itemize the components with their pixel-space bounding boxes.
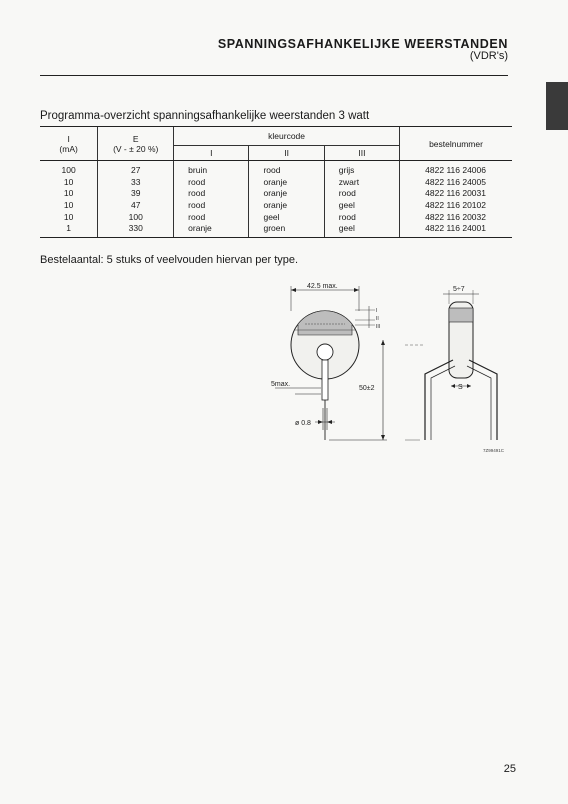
dim-width-label: 5÷7 (453, 286, 465, 293)
col-current-label: I (67, 133, 70, 144)
cell-color-1: rood (174, 188, 249, 200)
page-heading: SPANNINGSAFHANKELIJKE WEERSTANDEN (217, 37, 508, 51)
dim-diameter-label: 42.5 max. (307, 283, 338, 290)
cell-color-1: rood (174, 211, 249, 223)
cell-current: 1 (40, 223, 98, 237)
dim-wire-label: ø 0.8 (295, 420, 311, 427)
col-color-2-header: II (249, 146, 324, 161)
cell-color-3: geel (324, 223, 399, 237)
table-row (40, 188, 512, 200)
cell-color-1: rood (174, 177, 249, 189)
cell-color-2: groen (249, 223, 324, 237)
band-i-label: I (376, 308, 378, 314)
cell-color-2: oranje (249, 188, 324, 200)
cell-color-2: geel (249, 211, 324, 223)
cell-color-3: geel (324, 200, 399, 212)
cell-color-2: oranje (249, 200, 324, 212)
cell-order-number: 4822 116 20102 (400, 200, 512, 212)
vdr-lead (322, 360, 328, 400)
page-edge-marker (546, 82, 568, 130)
cell-color-3: rood (324, 211, 399, 223)
dim-5max-label: 5max. (271, 381, 291, 388)
dim-length-label: 50±2 (359, 385, 375, 392)
cell-color-1: bruin (174, 161, 249, 177)
cell-color-1: rood (174, 200, 249, 212)
col-current-unit: (mA) (59, 143, 78, 154)
vdr-dimension-drawing (255, 280, 520, 460)
section-title: Programma-overzicht spanningsafhankelijke weerstanden 3 watt (40, 110, 370, 122)
side-view (405, 290, 497, 440)
cell-order-number: 4822 116 20032 (400, 211, 512, 223)
table-row (40, 211, 512, 223)
dim-s-label: S (458, 384, 463, 391)
col-color-3-header: III (324, 146, 399, 161)
col-color-1-header: I (174, 146, 249, 161)
front-view (275, 286, 387, 440)
table-row (40, 223, 512, 237)
col-current-header (40, 127, 98, 161)
cell-order-number: 4822 116 24001 (400, 223, 512, 237)
order-quantity-note: Bestelaantal: 5 stuks of veelvouden hiervan per type. (40, 254, 299, 266)
color-band-area (298, 311, 352, 335)
cell-order-number: 4822 116 24006 (400, 161, 512, 177)
cell-color-3: zwart (324, 177, 399, 189)
cell-voltage: 330 (98, 223, 174, 237)
cell-current: 10 (63, 211, 74, 222)
band-ii-label: II (376, 316, 379, 322)
cell-voltage: 100 (98, 211, 174, 223)
keyhole (317, 344, 333, 360)
col-ordernumber-header: bestelnummer (400, 127, 512, 161)
col-voltage-header (98, 127, 174, 161)
table-row (40, 177, 512, 189)
cell-current: 10 (63, 176, 74, 187)
col-colorcode-header: kleurcode (174, 127, 400, 146)
cell-color-2: rood (249, 161, 324, 177)
cell-order-number: 4822 116 24005 (400, 177, 512, 189)
cell-color-2: oranje (249, 177, 324, 189)
cell-voltage: 39 (98, 188, 174, 200)
page-number: 25 (503, 763, 516, 775)
table-row (40, 200, 512, 212)
cell-current: 100 (61, 165, 76, 176)
band-iii-label: III (376, 324, 381, 330)
cell-color-3: rood (324, 188, 399, 200)
col-voltage-label: E (132, 133, 139, 144)
cell-order-number: 4822 116 20031 (400, 188, 512, 200)
drawing-ref-code: 7Z99491C (483, 448, 505, 453)
cell-voltage: 33 (98, 177, 174, 189)
col-voltage-unit: (V - ± 20 %) (113, 143, 159, 154)
page-subheading: (VDR's) (469, 50, 508, 62)
header-divider (40, 75, 508, 76)
cell-current: 10 (63, 200, 74, 211)
cell-voltage: 47 (98, 200, 174, 212)
cell-color-3: grijs (324, 161, 399, 177)
vdr-program-table (40, 126, 512, 238)
cell-voltage: 27 (98, 161, 174, 177)
table-row (40, 161, 512, 177)
cell-color-1: oranje (174, 223, 249, 237)
cell-current: 10 (63, 188, 74, 199)
